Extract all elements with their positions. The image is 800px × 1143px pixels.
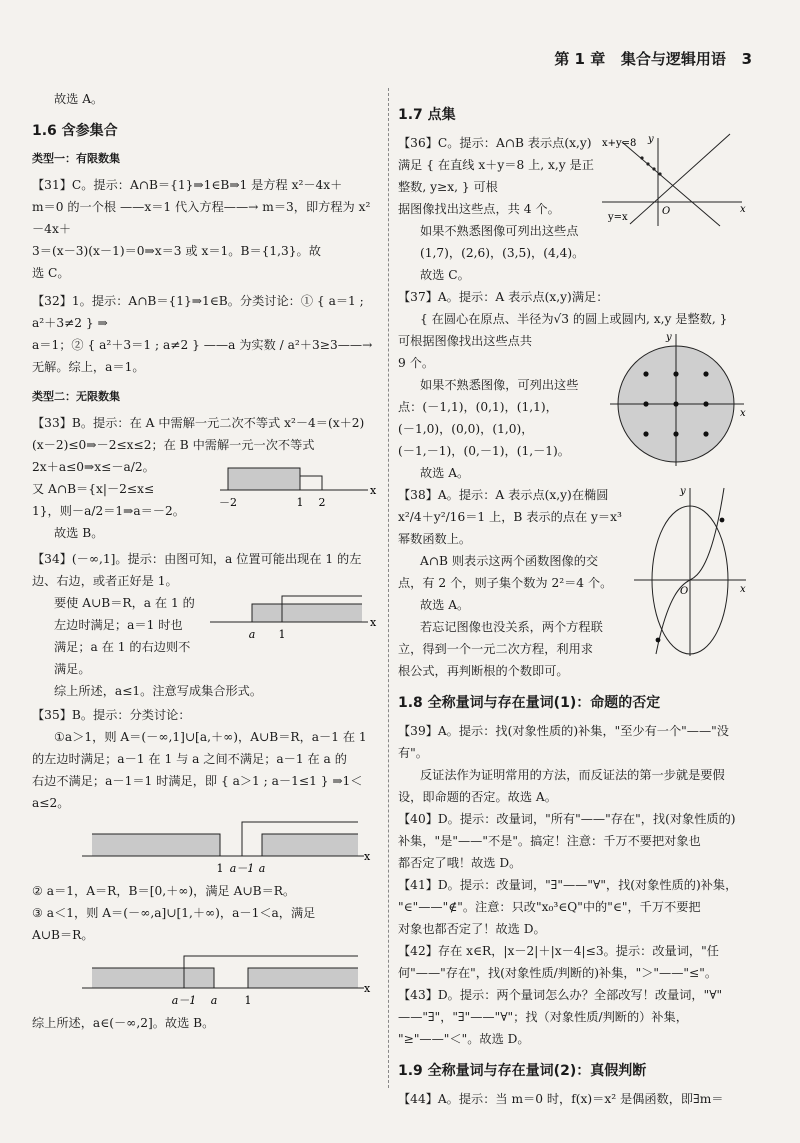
axis-label: x <box>370 616 377 629</box>
chapter-label: 第 1 章 <box>554 50 606 68</box>
answer-34-line: 边、右边，或者正好是 1。 <box>32 574 178 588</box>
answer-35-line: 【35】B。提示：分类讨论： <box>32 708 191 722</box>
tick-label: 1 <box>278 628 286 641</box>
answer-38-line: 幂数函数上。 <box>398 532 472 546</box>
shaded-region <box>252 604 362 622</box>
answer-37-line: (－1,－1)，(0,－1)，(1,－1)。 <box>398 444 570 458</box>
answer-37-line: 故选 A。 <box>420 466 470 480</box>
number-line-figure-34 <box>208 592 378 648</box>
shaded-region <box>228 468 300 490</box>
shaded-region <box>92 834 220 856</box>
answer-35-line: ③ a＜1，则 A＝(－∞,a]∪[1,＋∞)，a－1＜a，满足 <box>32 906 316 920</box>
tick-label: a <box>258 862 266 875</box>
answer-38-line: 点，有 2 个，则子集个数为 2²＝4 个。 <box>398 576 613 590</box>
axis-label: x <box>370 484 377 497</box>
section-heading-1-9: 1.9 全称量词与存在量词(2)：真假判断 <box>398 1063 647 1079</box>
answer-39-line: 有"。 <box>398 746 428 760</box>
point <box>658 172 661 175</box>
answer-37-line: 点：(－1,1)，(0,1)，(1,1)， <box>398 400 558 414</box>
answer-36-line: 故选 C。 <box>420 268 470 282</box>
tick-label: a－1 <box>171 994 197 1007</box>
answer-42-line: 何"——"存在"，找(对象性质/判断的)补集，"＞"——"≤"。 <box>398 966 718 980</box>
point <box>640 156 643 159</box>
answer-33-line: 2x＋a≤0⇒x≤－a/2。 <box>32 460 155 474</box>
number-line-figure-35a <box>72 816 372 878</box>
intersection-point <box>720 518 725 523</box>
answer-38-line: A∩B 则表示这两个函数图像的交 <box>420 554 599 568</box>
answer-35-line: ② a＝1，A＝R，B＝[0,＋∞)，满足 A∪B＝R。 <box>32 884 296 898</box>
axis-label: x <box>364 982 371 995</box>
answer-37-line: (－1,0)，(0,0)，(1,0)， <box>398 422 534 436</box>
answer-43-line: 【43】D。提示：两个量词怎么办？全部改写！改量词，"∀" <box>398 988 723 1002</box>
number-line-figure-35b <box>72 948 372 1010</box>
answer-36-line: 【36】C。提示：A∩B 表示点(x,y) <box>398 136 592 150</box>
lattice-point <box>643 371 648 376</box>
page-number: 3 <box>741 50 752 68</box>
lattice-point <box>643 431 648 436</box>
answer-33-line: 【33】B。提示：在 A 中需解一元二次不等式 x²－4＝(x＋2) <box>32 416 365 430</box>
shaded-region <box>248 968 358 988</box>
tick-label: a－1 <box>229 862 255 875</box>
answer-38-line: 故选 A。 <box>420 598 470 612</box>
tick-label: a <box>248 628 256 641</box>
y-axis-label: y <box>648 134 654 145</box>
answer-36-line: 据图像找出这些点，共 4 个。 <box>398 202 560 216</box>
intersection-point <box>656 638 661 643</box>
answer-40-line: 都否定了哦！故选 D。 <box>398 856 522 870</box>
graph-figure-36 <box>602 132 750 228</box>
answer-38-line: 若忘记图像也没关系，两个方程联 <box>420 620 603 634</box>
line-x-plus-y-8 <box>622 142 720 226</box>
point <box>652 167 655 170</box>
answer-40-line: 补集，"是"——"不是"。搞定！注意：千万不要把对象也 <box>398 834 701 848</box>
answer-33-line: 故选 B。 <box>54 526 104 540</box>
answer-36-line: 如果不熟悉图像可列出这些点 <box>420 224 579 238</box>
axis-label: x <box>364 850 371 863</box>
answer-37-line: 【37】A。提示：A 表示点(x,y)满足： <box>398 290 609 304</box>
answer-33-line: (x－2)≤0⇒－2≤x≤2；在 B 中需解一元一次不等式 <box>32 438 315 452</box>
answer-35-line: 综上所述，a∈(－∞,2]。故选 B。 <box>32 1016 215 1030</box>
tick-label: 1 <box>244 994 252 1007</box>
answer-37-line: 9 个。 <box>398 356 435 370</box>
answer-34-line: 左边时满足；a＝1 时也 <box>54 618 183 632</box>
tick-label: －2 <box>219 496 237 509</box>
x-axis-label: x <box>740 408 746 419</box>
answer-37-line: { 在圆心在原点、半径为√3 的圆上或圆内, x,y 是整数, } <box>420 312 728 326</box>
answer-40-line: 【40】D。提示：改量词，"所有"——"存在"，找(对象性质的) <box>398 812 736 826</box>
y-axis-label: y <box>666 332 672 343</box>
answer-41-line: "∈"——"∉"。注意：只改"x₀³∈Q"中的"∈"，千万不要把 <box>398 900 701 914</box>
subheading-type-2: 类型二：无限数集 <box>32 390 120 403</box>
answer-38-line: 根公式，再判断根的个数即可。 <box>398 664 569 678</box>
answer-39-line: 设，即命题的否定。故选 A。 <box>398 790 557 804</box>
tick-label: 1 <box>216 862 224 875</box>
left-column <box>32 88 378 1034</box>
answer-37-line: 可根据图像找出这些点共 <box>398 334 533 348</box>
section-heading-1-6: 1.6 含参集合 <box>32 123 118 139</box>
line-label: y=x <box>608 212 628 223</box>
origin-label: O <box>662 206 671 217</box>
answer-32-line: a＝1；② { a²＋3＝1 ; a≠2 } ——a 为实数 / a²＋3≥3——→ 无解。综上，a＝1。 <box>32 338 373 374</box>
lattice-point <box>673 431 678 436</box>
subheading-type-1: 类型一：有限数集 <box>32 152 120 165</box>
tick-label: 2 <box>318 496 326 509</box>
answer-39-line: 反证法作为证明常用的方法，而反证法的第一步就是要假 <box>420 768 725 782</box>
answer-31-line: m＝0 的一个根 ——x＝1 代入方程——→ m＝3，即方程为 x²－4x＋ <box>32 200 371 236</box>
answer-31-line: 【31】C。提示：A∩B＝{1}⇒1∈B⇒1 是方程 x²－4x＋ <box>32 178 343 192</box>
chapter-title: 集合与逻辑用语 <box>620 50 726 68</box>
answer-32-line: 【32】1。提示：A∩B＝{1}⇒1∈B。分类讨论：① { a＝1 ; a²＋3≠2 } ⇒ <box>32 294 364 330</box>
x-axis-label: x <box>740 204 746 215</box>
answer-35-line: A∪B＝R。 <box>32 928 94 942</box>
tick-label: 1 <box>296 496 304 509</box>
answer-35-line: 的左边时满足；a－1 在 1 与 a 之间不满足；a－1 在 a 的 <box>32 752 347 766</box>
ellipse-figure-38 <box>634 484 750 660</box>
number-line-figure-33 <box>218 456 378 516</box>
answer-34-line: 综上所述，a≤1。注意写成集合形式。 <box>54 684 263 698</box>
lattice-point <box>703 401 708 406</box>
lattice-point <box>703 371 708 376</box>
shaded-region <box>92 968 214 988</box>
answer-41-line: 对象也都否定了！故选 D。 <box>398 922 546 936</box>
y-axis-label: y <box>680 486 686 497</box>
point <box>646 162 649 165</box>
lattice-point <box>673 371 678 376</box>
lattice-point <box>643 401 648 406</box>
answer-36-line: 满足 { 在直线 x＋y＝8 上, x,y 是正整数, y≥x, } 可根 <box>398 158 594 194</box>
lattice-point <box>703 431 708 436</box>
answer-44-line: 【44】A。提示：当 m＝0 时，f(x)＝x² 是偶函数，即∃m＝ <box>398 1092 724 1106</box>
answer-38-line: 【38】A。提示：A 表示点(x,y)在椭圆 <box>398 488 609 502</box>
lattice-point <box>673 401 678 406</box>
answer-39-line: 【39】A。提示：找(对象性质的)补集，"至少有一个"——"没 <box>398 724 729 738</box>
answer-31-line: 选 C。 <box>32 266 70 280</box>
line-label: x+y=8 <box>602 138 637 149</box>
answer-35-line: 右边不满足；a－1＝1 时满足，即 { a＞1 ; a－1≤1 } ⇒1＜a≤2。 <box>32 774 363 810</box>
line-y-eq-x <box>630 134 730 224</box>
answer-42-line: 【42】存在 x∈R，|x－2|＋|x－4|≤3。提示：改量词，"任 <box>398 944 719 958</box>
x-axis-label: x <box>740 584 746 595</box>
text-line: 故选 A。 <box>54 92 104 106</box>
circle-figure-37 <box>610 330 750 470</box>
column-divider <box>388 88 389 1088</box>
tick-label: a <box>210 994 218 1007</box>
answer-33-line: 又 A∩B＝{x|－2≤x≤ <box>32 482 155 496</box>
section-heading-1-8: 1.8 全称量词与存在量词(1)：命题的否定 <box>398 695 661 711</box>
answer-38-line: x²/4＋y²/16＝1 上，B 表示的点在 y＝x³ <box>398 510 622 524</box>
page-header <box>554 48 752 69</box>
answer-43-line: ——"∃"，"∃"——"∀"；找（对象性质/判断的）补集， <box>398 1010 688 1024</box>
section-heading-1-7: 1.7 点集 <box>398 107 456 123</box>
answer-31-line: 3＝(x－3)(x－1)＝0⇒x＝3 或 x＝1。B＝{1,3}。故 <box>32 244 321 258</box>
answer-37-line: 如果不熟悉图像，可列出这些 <box>420 378 579 392</box>
answer-35-line: ①a＞1，则 A＝(－∞,1]∪[a,＋∞)，A∪B＝R，a－1 在 1 <box>54 730 367 744</box>
answer-38-line: 立，得到一个一元二次方程，利用求 <box>398 642 593 656</box>
answer-43-line: "≥"——"＜"。故选 D。 <box>398 1032 530 1046</box>
answer-34-line: 【34】(－∞,1]。提示：由图可知，a 位置可能出现在 1 的左 <box>32 552 362 566</box>
shaded-region <box>262 834 358 856</box>
answer-33-line: 1}，则－a/2＝1⇒a＝－2。 <box>32 504 185 518</box>
answer-41-line: 【41】D。提示：改量词，"∃"——"∀"，找(对象性质的)补集， <box>398 878 738 892</box>
answer-34-line: 要使 A∪B＝R，a 在 1 的 <box>54 596 195 610</box>
right-column <box>398 88 750 1110</box>
answer-34-line: 满足；a 在 1 的右边则不满足。 <box>54 640 191 676</box>
origin-label: O <box>680 586 689 597</box>
answer-36-line: (1,7)，(2,6)，(3,5)，(4,4)。 <box>420 246 585 260</box>
